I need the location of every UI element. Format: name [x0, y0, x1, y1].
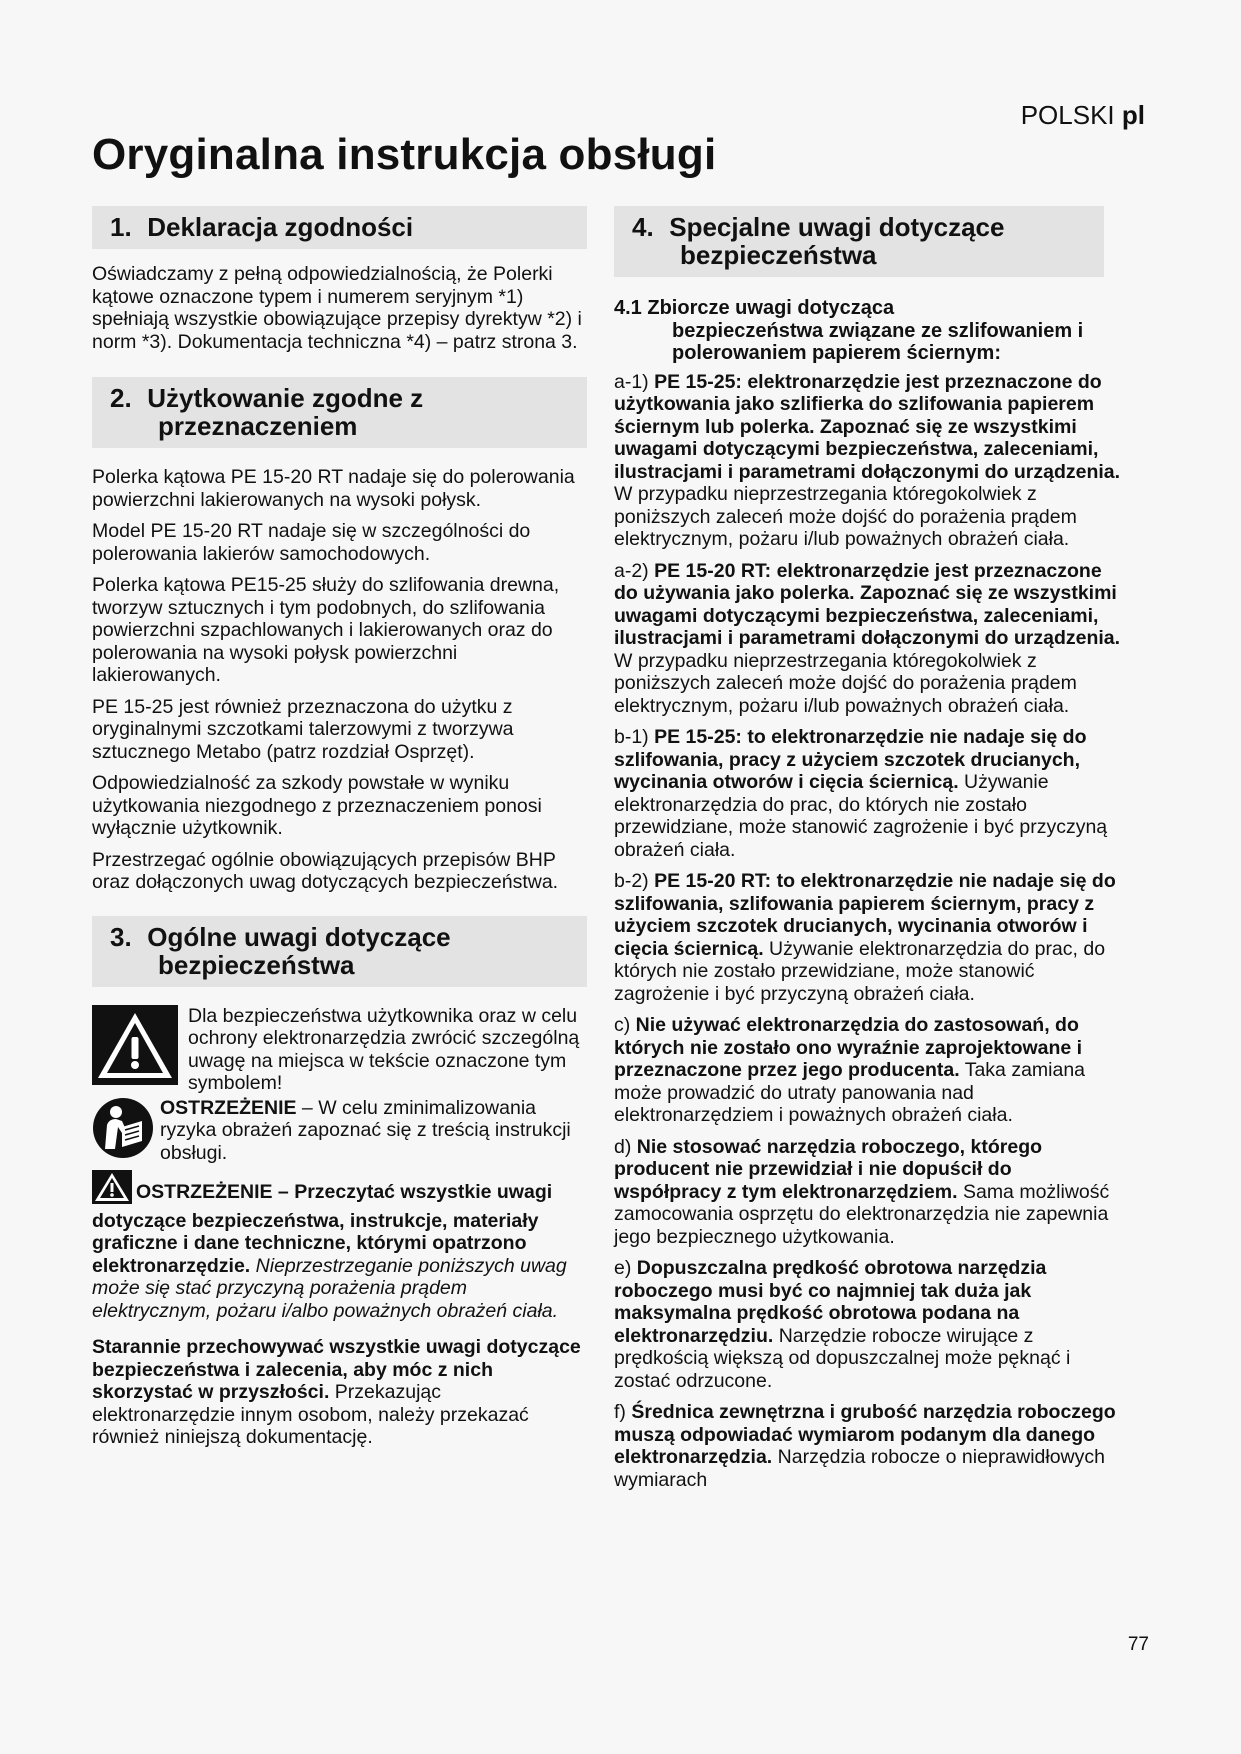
section-title-line1: Ogólne uwagi dotyczące — [147, 921, 451, 952]
warning-bold-text: OSTRZEŻENIE – Przeczytać wszystkie uwagi dotyczące bezpieczeństwa, instrukcje, materiały graficzne i dane techniczne, którymi opatrzono elektronarzędzie. — [92, 1181, 553, 1277]
rule-text: Używanie elektronarzędzia do prac, do których nie zostało przewidziane, może stanowić zagrożenie i być przyczyną obrażeń ciała. — [614, 771, 1108, 861]
rule-c — [614, 1014, 1124, 1127]
section-2-heading — [92, 377, 587, 448]
rule-label: c) — [614, 1014, 636, 1036]
left-column — [92, 206, 587, 1458]
declaration-text: Oświadczamy z pełną odpowiedzialnością, że Polerki kątowe oznaczone typem i numerem seryjnym *1) spełniają wszystkie obowiązujące przepisy dyrektyw *2) i norm *3). Dokumentacja techniczna *4) – patrz strona 3. — [92, 263, 582, 353]
rule-a1 — [614, 371, 1124, 551]
section-title: Deklaracja zgodności — [147, 212, 414, 242]
read-manual-icon — [92, 1097, 154, 1164]
rule-label: e) — [614, 1257, 637, 1279]
section-1-heading — [92, 206, 587, 249]
rule-text: Używanie elektronarzędzia do prac, do których nie zostało przewidziane, może stanowić zagrożenie i być przyczyną obrażeń ciała. — [614, 937, 1106, 1005]
keep-instructions-paragraph — [92, 1336, 587, 1449]
rule-text: Taka zamiana może prowadzić do utraty panowania nad elektronarzędziem i poważnych obrażeń ciała. — [614, 1059, 1086, 1126]
subsection-number: 4.1 — [614, 297, 642, 319]
keep-bold-text: Starannie przechowywać wszystkie uwagi dotyczące bezpieczeństwa i zalecenia, aby móc z nich skorzystać w przyszłości. — [92, 1336, 581, 1403]
section-title-line2: bezpieczeństwa — [158, 949, 355, 980]
read-manual-note — [92, 1097, 587, 1165]
paragraph: Polerka kątowa PE 15-20 RT nadaje się do polerowania powierzchni lakierowanych na wysoki połysk. — [92, 466, 575, 511]
rule-d — [614, 1136, 1124, 1249]
rule-label: a-2) — [614, 559, 655, 582]
rule-bold: Nie używać elektronarzędzia do zastosowań, do których nie zostało ono wyraźnie zaprojektowane i przeznaczone przez jego producenta. — [614, 1014, 1083, 1081]
rule-e — [614, 1257, 1124, 1392]
language-label — [1021, 100, 1145, 131]
warning-paragraph — [92, 1170, 587, 1322]
rule-label: b-1) — [614, 726, 655, 748]
section-number: 3. — [110, 921, 132, 952]
rule-a2 — [614, 560, 1124, 718]
rule-bold: Nie stosować narzędzia roboczego, którego producent nie przewidział i nie dopuścił do współpracy z tym elektronarzędziem. — [614, 1135, 1043, 1203]
rule-label: a-1) — [614, 370, 655, 393]
warning-triangle-icon — [92, 1005, 178, 1090]
rule-text: Sama możliwość zamocowania osprzętu do elektronarzędzia nie zapewnia jego bezpiecznego użytkowania. — [614, 1180, 1110, 1248]
read-manual-text — [160, 1097, 587, 1165]
page-number: 77 — [1127, 1634, 1149, 1655]
section-title-line1: Specjalne uwagi dotyczące — [669, 212, 1005, 242]
warning-symbol-note — [92, 1005, 587, 1095]
rule-bold: Średnica zewnętrzna i grubość narzędzia roboczego muszą odpowiadać wymiarom podanym dla danego elektronarzędzia. — [614, 1401, 1116, 1468]
section-3-heading — [92, 916, 587, 987]
rule-bold: PE 15-25: elektronarzędzie jest przeznaczone do użytkowania jako szlifierka do szlifowania papierem ściernym lub polerka. Zapoznać się ze wszystkimi uwagami dotyczącymi bezpieczeństwa, zaleceniami, ilustracjami i parametrami dołączonymi do urządzenia. — [614, 370, 1121, 483]
small-warning-icon — [92, 1170, 132, 1210]
rule-text: W przypadku nieprzestrzegania któregokolwiek z poniższych zaleceń może dojść do porażenia prądem elektrycznym, pożaru i/lub poważnych obrażeń ciała. — [614, 483, 1077, 550]
section-number: 4. — [632, 212, 654, 242]
read-manual-body: – W celu zminimalizowania ryzyka obrażeń zapoznać się z treścią instrukcji obsługi. — [160, 1096, 571, 1164]
subsection-title-rest: bezpieczeństwa związane ze szlifowaniem i polerowaniem papierem ściernym: — [672, 319, 1084, 364]
subsection-4-1-heading — [614, 297, 1124, 365]
rule-b2 — [614, 870, 1124, 1005]
rule-label: d) — [614, 1135, 637, 1158]
section-number: 1. — [110, 212, 132, 242]
rule-text: Narzędzie robocze wirujące z prędkością większą od dopuszczalnej może pęknąć i zostać odrzucone. — [614, 1324, 1071, 1392]
warning-label: OSTRZEŻENIE — [160, 1096, 297, 1119]
rule-f — [614, 1401, 1124, 1491]
paragraph: Model PE 15-20 RT nadaje się w szczególności do polerowania lakierów samochodowych. — [92, 520, 531, 565]
rule-bold: PE 15-25: to elektronarzędzie nie nadaje się do szlifowania, pracy z użyciem szczotek drucianych, wycinania otworów i cięcia ściernicą. — [614, 726, 1087, 793]
paragraph: Polerka kątowa PE15-25 służy do szlifowania drewna, tworzyw sztucznych i tym podobnych, do szlifowania powierzchni szpachlowanych i lakierowanych oraz do polerowania na wysoki połysk powierzchni lakierowanych. — [92, 574, 560, 686]
rule-b1 — [614, 726, 1124, 861]
paragraph: PE 15-25 jest również przeznaczona do użytku z oryginalnymi szczotkami talerzowymi z tworzywa sztucznego Metabo (patrz rozdział Osprzęt). — [92, 695, 514, 763]
subsection-title-line1: Zbiorcze uwagi dotycząca — [647, 297, 895, 319]
rule-text: Narzędzia robocze o nieprawidłowych wymiarach — [614, 1446, 1105, 1491]
rule-label: b-2) — [614, 870, 655, 892]
keep-text: Przekazując elektronarzędzie innym osobom, należy przekazać również niniejszą dokumentację. — [92, 1381, 529, 1448]
language-name: POLSKI — [1020, 100, 1115, 130]
rule-bold: PE 15-20 RT: to elektronarzędzie nie nadaje się do szlifowania, szlifowania papierem ściernym, pracy z użyciem szczotek drucianych, wycinania otworów i cięcia ściernicą. — [614, 870, 1116, 960]
warning-symbol-text: Dla bezpieczeństwa użytkownika oraz w celu ochrony elektronarzędzia zwrócić szczególną uwagę na miejsca w tekście oznaczone tym symbolem! — [188, 1004, 580, 1094]
section-title-line2: bezpieczeństwa — [680, 240, 877, 270]
section-number: 2. — [110, 383, 132, 413]
page-title: Oryginalna instrukcja obsługi — [92, 130, 717, 179]
paragraph: Odpowiedzialność za szkody powstałe w wyniku użytkowania niezgodnego z przeznaczeniem ponosi wyłącznie użytkownik. — [92, 772, 542, 839]
section-title-line2: przeznaczeniem — [158, 411, 358, 441]
rule-text: W przypadku nieprzestrzegania któregokolwiek z poniższych zaleceń może dojść do porażenia prądem elektrycznym, pożaru i/lub poważnych obrażeń ciała. — [614, 649, 1077, 717]
rule-bold: Dopuszczalna prędkość obrotowa narzędzia roboczego musi być co najmniej tak duża jak maksymalna prędkość obrotowa podana na elektronarzędziu. — [614, 1257, 1047, 1347]
language-code: pl — [1121, 100, 1145, 130]
right-column — [614, 206, 1124, 1500]
section-4-heading — [614, 206, 1104, 277]
warning-italic-text: Nieprzestrzeganie poniższych uwag może się stać przyczyną porażenia prądem elektrycznym, pożaru i/albo poważnych obrażeń ciała. — [92, 1254, 567, 1322]
rule-label: f) — [614, 1401, 632, 1423]
paragraph: Przestrzegać ogólnie obowiązujących przepisów BHP oraz dołączonych uwag dotyczących bezpieczeństwa. — [92, 848, 559, 893]
rule-bold: PE 15-20 RT: elektronarzędzie jest przeznaczone do używania jako polerka. Zapoznać się ze wszystkimi uwagami dotyczącymi bezpieczeństwa, zaleceniami, ilustracjami i parametrami dołączonymi do urządzenia. — [614, 559, 1121, 649]
section-title-line1: Użytkowanie zgodne z — [147, 383, 424, 413]
